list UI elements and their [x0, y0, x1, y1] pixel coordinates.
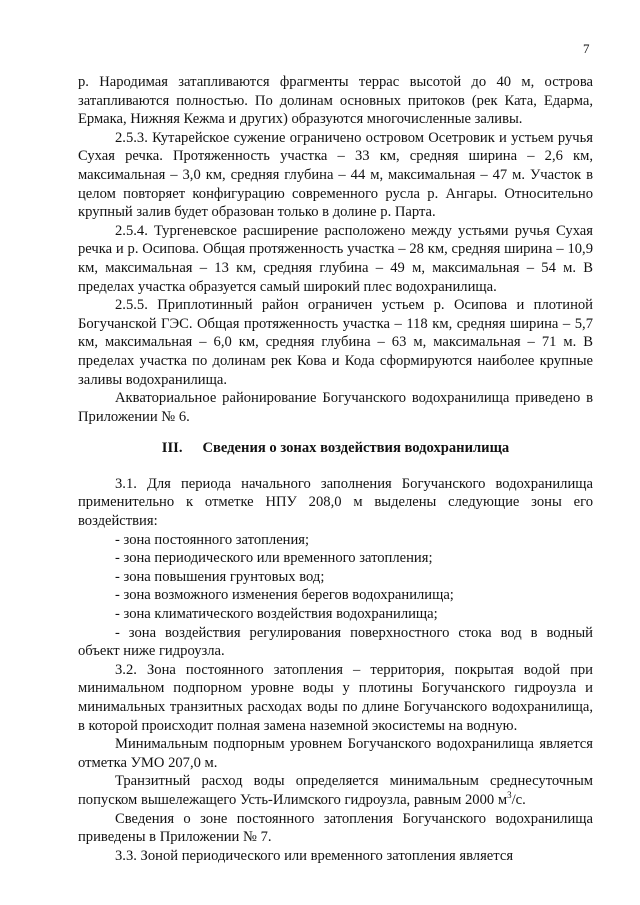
- paragraph-transit-flow: [78, 772, 593, 809]
- zones-list: [78, 531, 593, 661]
- transit-exponent: 3: [507, 790, 512, 801]
- paragraph-2-5-4: 2.5.4. Тургеневское расширение расположено между устьями ручья Сухая речка и р. Осипова. Общая протяженность участка – 28 км, средняя ширина – 10,9 км, максимальная – 13 км, средняя глубина – 49 м, максимальная – 54 м. В пределах участка образуется самый широкий плес водохранилища.: [78, 222, 593, 295]
- document-body: [78, 73, 593, 865]
- paragraph-umo: Минимальным подпорным уровнем Богучанского водохранилища является отметка УМО 207,0 м.: [78, 736, 593, 771]
- list-item: - зона воздействия регулирования поверхностного стока вод в водный объект ниже гидроузла.: [78, 624, 593, 660]
- page-number: 7: [583, 41, 590, 56]
- paragraph-3-2: 3.2. Зона постоянного затопления – территория, покрытая водой при минимальном подпорном уровне воды у плотины Богучанского гидроузла и минимальных транзитных расходах воды по длине Богучанского водохранилища, в которой происходит полная замена наземной экосистемы на водную.: [78, 661, 593, 734]
- section-number: III.: [161, 440, 183, 457]
- section-title: Сведения о зонах воздействия водохранилища: [202, 440, 510, 457]
- list-item: - зона периодического или временного затопления;: [115, 550, 433, 567]
- list-item: - зона повышения грунтовых вод;: [115, 568, 325, 585]
- list-item: - зона постоянного затопления;: [115, 531, 310, 548]
- paragraph-2-5-5: 2.5.5. Приплотинный район ограничен устьем р. Осипова и плотиной Богучанской ГЭС. Общая протяженность участка – 118 км, средняя ширина – 5,7 км, максимальная – 6,0 км, средняя глубина – 63 м, максимальная – 71 м. В пределах участка по долинам рек Кова и Кода сформируются наиболее крупные заливы водохранилища.: [78, 297, 593, 388]
- list-item: - зона возможного изменения берегов водохранилища;: [115, 587, 454, 604]
- paragraph-3-1: 3.1. Для периода начального заполнения Богучанского водохранилища применительно к отметке НПУ 208,0 м выделены следующие зоны его воздействия:: [78, 475, 593, 530]
- list-item: - зона климатического воздействия водохранилища;: [115, 606, 438, 623]
- paragraph-3-3: 3.3. Зоной периодического или временного затопления является: [115, 847, 514, 864]
- transit-text: Транзитный расход воды определяется минимальным среднесуточным попуском вышележащего Усть-Илимского гидроузла, равным 2000 м: [78, 773, 593, 808]
- paragraph-aquatorial: Акваториальное районирование Богучанского водохранилища приведено в Приложении № 6.: [78, 390, 593, 425]
- paragraph-2-5-3: 2.5.3. Кутарейское сужение ограничено островом Осетровик и устьем ручья Сухая речка. Протяженность участка – 33 км, средняя ширина – 2,6 км, максимальная – 3,0 км, средняя глубина – 44 м, максимальная – 47 м. Участок в целом повторяет конфигурацию современного русла р. Ангары. Относительно крупный залив будет образован только в долине р. Парта.: [78, 129, 593, 221]
- paragraph-continuation: р. Народимая затапливаются фрагменты террас высотой до 40 м, острова затапливаются полностью. По долинам основных притоков (рек Ката, Едарма, Ермака, Нижняя Кежма и других) образуются многочисленные заливы.: [78, 74, 593, 128]
- section-heading: [78, 439, 593, 458]
- paragraph-appendix-7: Сведения о зоне постоянного затопления Богучанского водохранилища приведены в Приложении № 7.: [78, 810, 593, 846]
- transit-unit: /с.: [511, 791, 526, 808]
